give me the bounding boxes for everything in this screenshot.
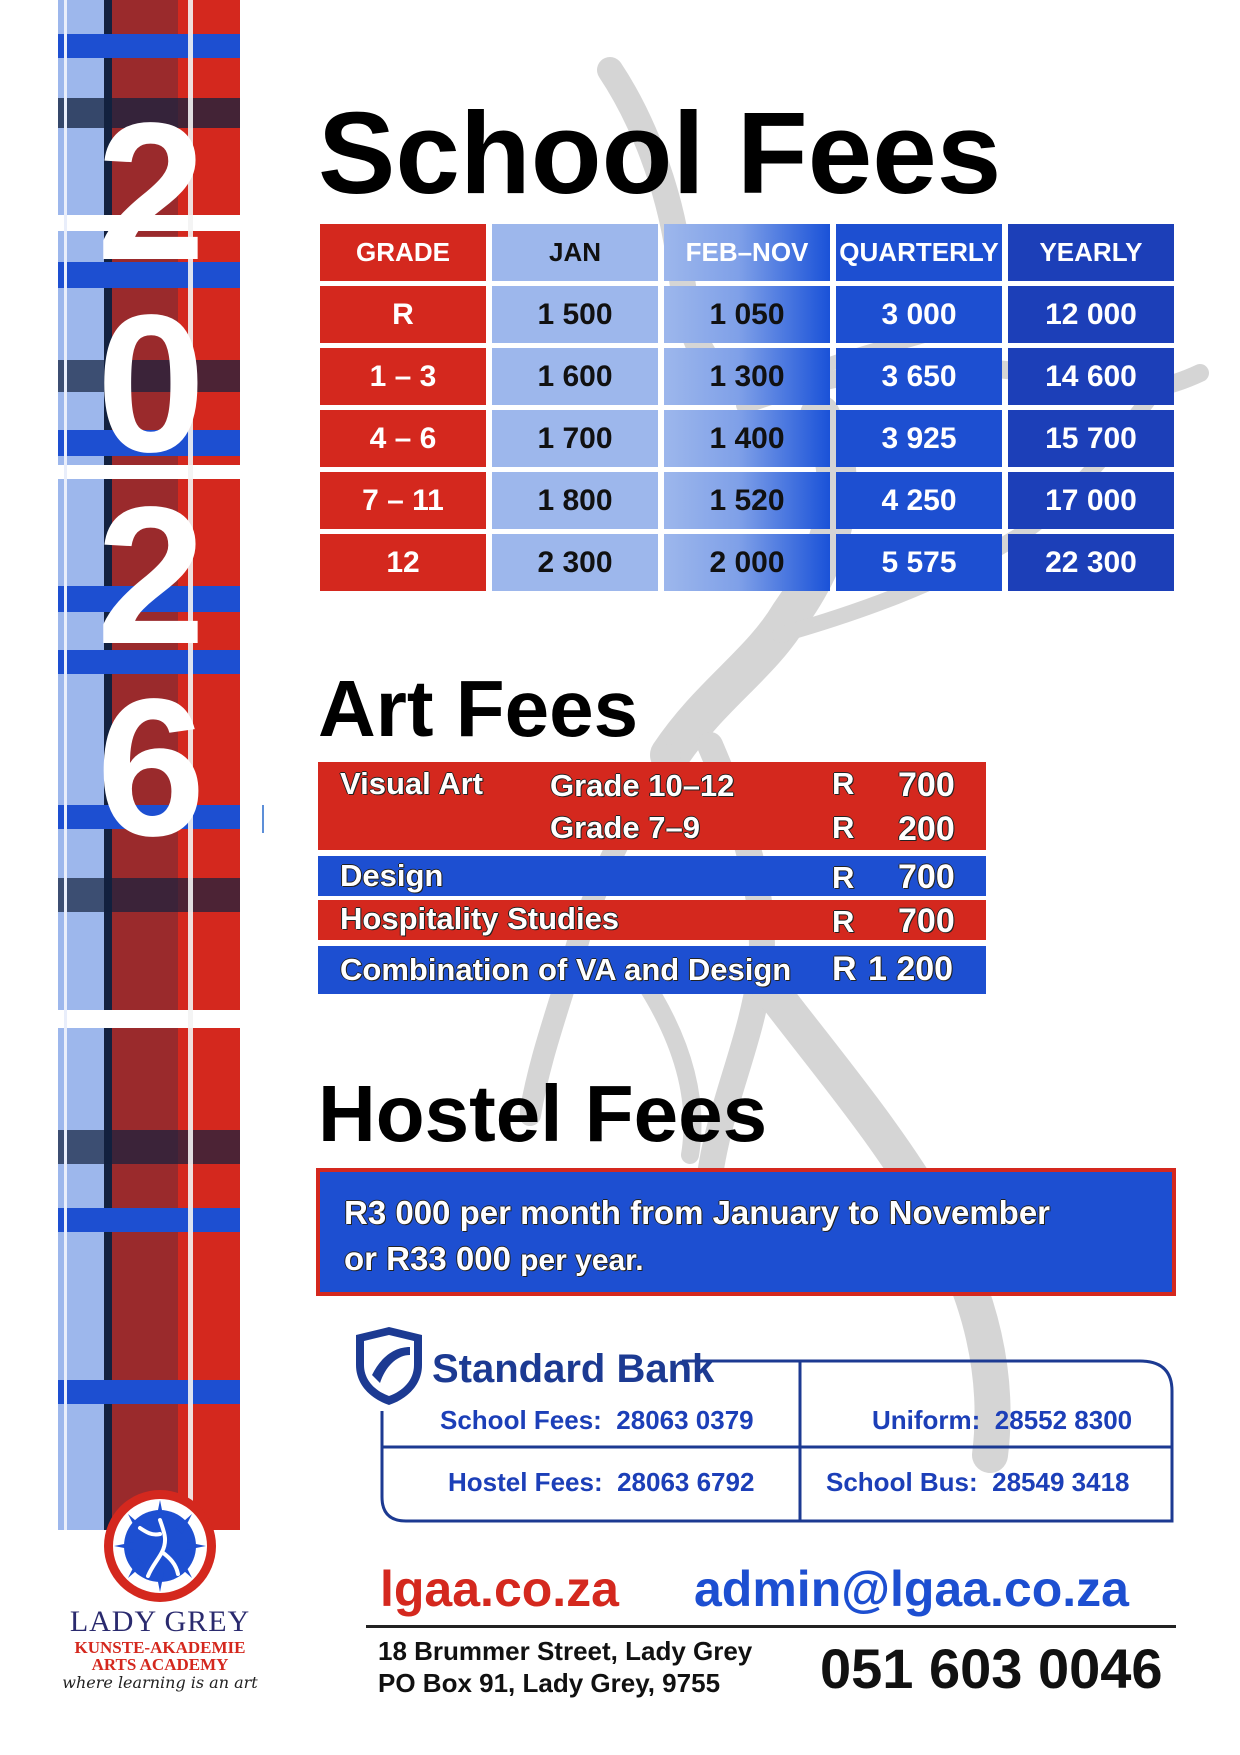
phone-number: 051 603 0046 [820, 1637, 1163, 1700]
hostel-line-1: R3 000 per month from January to November [344, 1194, 1051, 1231]
school-fees-title: School Fees [318, 88, 1002, 218]
shield-icon [352, 1325, 426, 1407]
table-row-grade: R [320, 286, 486, 343]
art-currency: R [832, 950, 857, 988]
bank-account: 28063 0379 [616, 1405, 754, 1435]
table-header-cell: YEARLY [1008, 224, 1174, 281]
art-grade: Grade 7–9 [550, 810, 700, 845]
art-grade: Grade 10–12 [550, 768, 735, 803]
year-2026 [86, 82, 216, 877]
email-link[interactable]: admin@lgaa.co.za [694, 1561, 1129, 1617]
bank-uniform [872, 1405, 1132, 1436]
logo-motto: where learning is an art [62, 1673, 258, 1692]
art-currency: R [832, 860, 855, 895]
art-amount: 1 200 [868, 950, 954, 988]
bank-account: 28063 6792 [617, 1467, 755, 1497]
address-line-1: 18 Brummer Street, Lady Grey [378, 1636, 753, 1666]
table-cell: 3 000 [836, 286, 1002, 343]
hostel-line-2 [344, 1236, 1172, 1284]
bank-label: Uniform: [872, 1405, 981, 1435]
table-cell: 1 300 [664, 348, 830, 405]
table-cell: 4 250 [836, 472, 1002, 529]
logo-subtitle-english: ARTS ACADEMY [91, 1655, 229, 1674]
art-label: Hospitality Studies [340, 901, 620, 936]
table-cell: 1 800 [492, 472, 658, 529]
art-label: Design [340, 858, 444, 893]
art-currency: R [832, 904, 855, 939]
hostel-fees-box [316, 1168, 1176, 1296]
bank-label: School Bus: [826, 1467, 978, 1497]
art-row-design [318, 856, 986, 896]
table-row-grade: 12 [320, 534, 486, 591]
table-cell: 22 300 [1008, 534, 1174, 591]
year-digit: 0 [96, 274, 206, 493]
hostel-fees-title: Hostel Fees [318, 1069, 768, 1158]
school-logo [60, 1480, 260, 1710]
logo-subtitle-afrikaans: KUNSTE-AKADEMIE [74, 1638, 246, 1657]
year-digit: 2 [96, 466, 206, 685]
art-currency: R [832, 766, 855, 801]
table-cell: 12 000 [1008, 286, 1174, 343]
bank-name: Standard Bank [432, 1347, 715, 1391]
bank-account: 28552 8300 [994, 1405, 1133, 1435]
art-amount: 700 [898, 902, 955, 940]
hostel-line-2-tail: per year. [520, 1244, 644, 1277]
year-digit: 6 [96, 658, 206, 877]
bank-details [340, 1325, 1182, 1535]
table-row-grade: 7 – 11 [320, 472, 486, 529]
art-label: Visual Art [340, 766, 483, 801]
art-currency: R [832, 810, 855, 845]
bank-account: 28549 3418 [992, 1467, 1130, 1497]
hostel-line-2-lead: or R33 000 [344, 1240, 511, 1277]
banner-tick [262, 805, 264, 833]
art-row-hospitality [318, 900, 986, 940]
bank-label: Hostel Fees: [448, 1467, 603, 1497]
logo-name: LADY GREY [69, 1605, 251, 1638]
footer-divider [366, 1625, 1176, 1628]
table-cell: 17 000 [1008, 472, 1174, 529]
art-fees-title: Art Fees [318, 664, 639, 753]
table-header-cell: QUARTERLY [836, 224, 1002, 281]
table-cell: 14 600 [1008, 348, 1174, 405]
art-row-combination [318, 946, 986, 994]
art-label: Combination of VA and Design [340, 952, 792, 987]
table-cell: 1 400 [664, 410, 830, 467]
art-row-visual-art [318, 762, 986, 850]
art-amount: 700 [898, 858, 955, 896]
art-amount: 200 [898, 810, 955, 848]
table-cell: 1 700 [492, 410, 658, 467]
address-line-2: PO Box 91, Lady Grey, 9755 [378, 1668, 721, 1698]
table-header-cell: JAN [492, 224, 658, 281]
table-row-grade: 4 – 6 [320, 410, 486, 467]
year-digit: 2 [96, 82, 206, 301]
bank-school-bus [826, 1467, 1130, 1498]
table-header-cell: FEB–NOV [664, 224, 830, 281]
table-cell: 3 925 [836, 410, 1002, 467]
table-cell: 1 050 [664, 286, 830, 343]
bank-school-fees [440, 1405, 754, 1436]
table-header-cell: GRADE [320, 224, 486, 281]
table-cell: 5 575 [836, 534, 1002, 591]
website-link[interactable]: lgaa.co.za [380, 1561, 619, 1617]
table-cell: 3 650 [836, 348, 1002, 405]
table-cell: 1 600 [492, 348, 658, 405]
table-row-grade: 1 – 3 [320, 348, 486, 405]
table-cell: 2 000 [664, 534, 830, 591]
table-cell: 1 520 [664, 472, 830, 529]
bank-label: School Fees: [440, 1405, 602, 1435]
logo-emblem-icon [60, 1480, 260, 1608]
table-cell: 1 500 [492, 286, 658, 343]
table-cell: 2 300 [492, 534, 658, 591]
table-cell: 15 700 [1008, 410, 1174, 467]
art-amount: 700 [898, 766, 955, 804]
bank-hostel-fees [448, 1467, 754, 1498]
